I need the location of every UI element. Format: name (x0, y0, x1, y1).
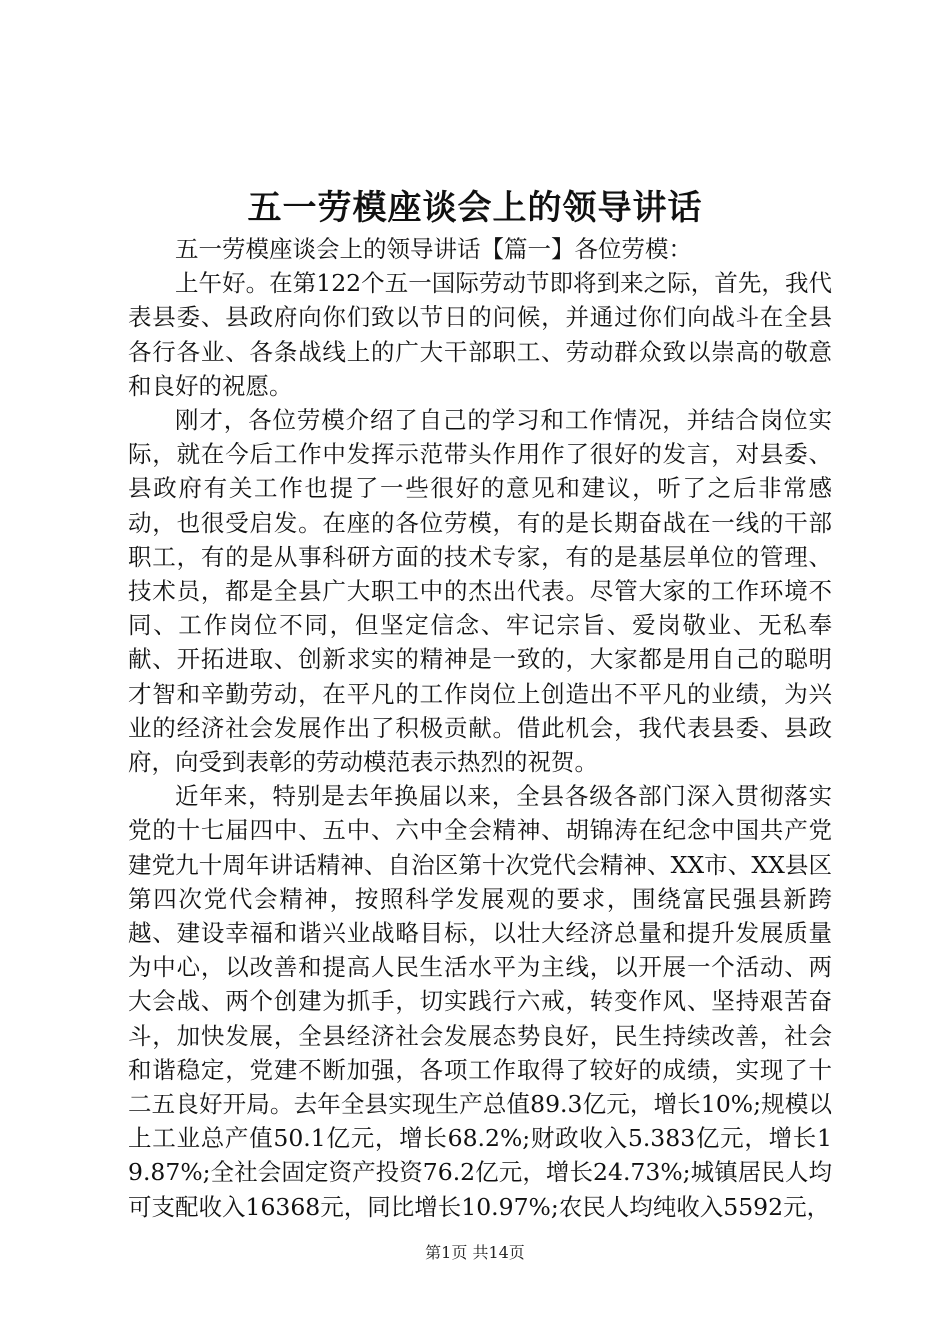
paragraph-praise: 刚才，各位劳模介绍了自己的学习和工作情况，并结合岗位实际，就在今后工作中发挥示范带头作用作了很好的发言，对县委、县政府有关工作也提了一些很好的意见和建议，听了之后非常感动，也很受启发。在座的各位劳模，有的是长期奋战在一线的干部职工，有的是从事科研方面的技术专家，有的是基层单位的管理、技术员，都是全县广大职工中的杰出代表。尽管大家的工作环境不同、工作岗位不同，但坚定信念、牢记宗旨、爱岗敬业、无私奉献、开拓进取、创新求实的精神是一致的，大家都是用自己的聪明才智和辛勤劳动，在平凡的工作岗位上创造出不平凡的业绩，为兴业的经济社会发展作出了积极贡献。借此机会，我代表县委、县政府，向受到表彰的劳动模范表示热烈的祝贺。 (128, 406, 832, 777)
paragraph-greeting: 五一劳模座谈会上的领导讲话【篇一】各位劳模： (175, 235, 692, 263)
page-number-footer: 第1页 共14页 (425, 1243, 525, 1262)
paragraph-opening: 上午好。在第122个五一国际劳动节即将到来之际，首先，我代表县委、县政府向你们致以节日的问候，并通过你们向战斗在全县各行各业、各条战线上的广大干部职工、劳动群众致以崇高的敬意和良好的祝愿。 (128, 269, 832, 400)
document-body (128, 232, 832, 1224)
document-title: 五一劳模座谈会上的领导讲话 (247, 188, 703, 228)
paragraph-achievements: 近年来，特别是去年换届以来，全县各级各部门深入贯彻落实党的十七届四中、五中、六中全会精神、胡锦涛在纪念中国共产党建党九十周年讲话精神、自治区第十次党代会精神、XX市、XX县区第四次党代会精神，按照科学发展观的要求，围绕富民强县新跨越、建设幸福和谐兴业战略目标，以壮大经济总量和提升发展质量为中心，以改善和提高人民生活水平为主线，以开展一个活动、两大会战、两个创建为抓手，切实践行六戒，转变作风、坚持艰苦奋斗，加快发展，全县经济社会发展态势良好，民生持续改善，社会和谐稳定，党建不断加强，各项工作取得了较好的成绩，实现了十二五良好开局。去年全县实现生产总值89.3亿元，增长10%;规模以上工业总产值50.1亿元，增长68.2%;财政收入5.383亿元，增长19.87%;全社会固定资产投资76.2亿元，增长24.73%;城镇居民人均可支配收入16368元，同比增长10.97%;农民人均纯收入5592元， (128, 782, 832, 1221)
